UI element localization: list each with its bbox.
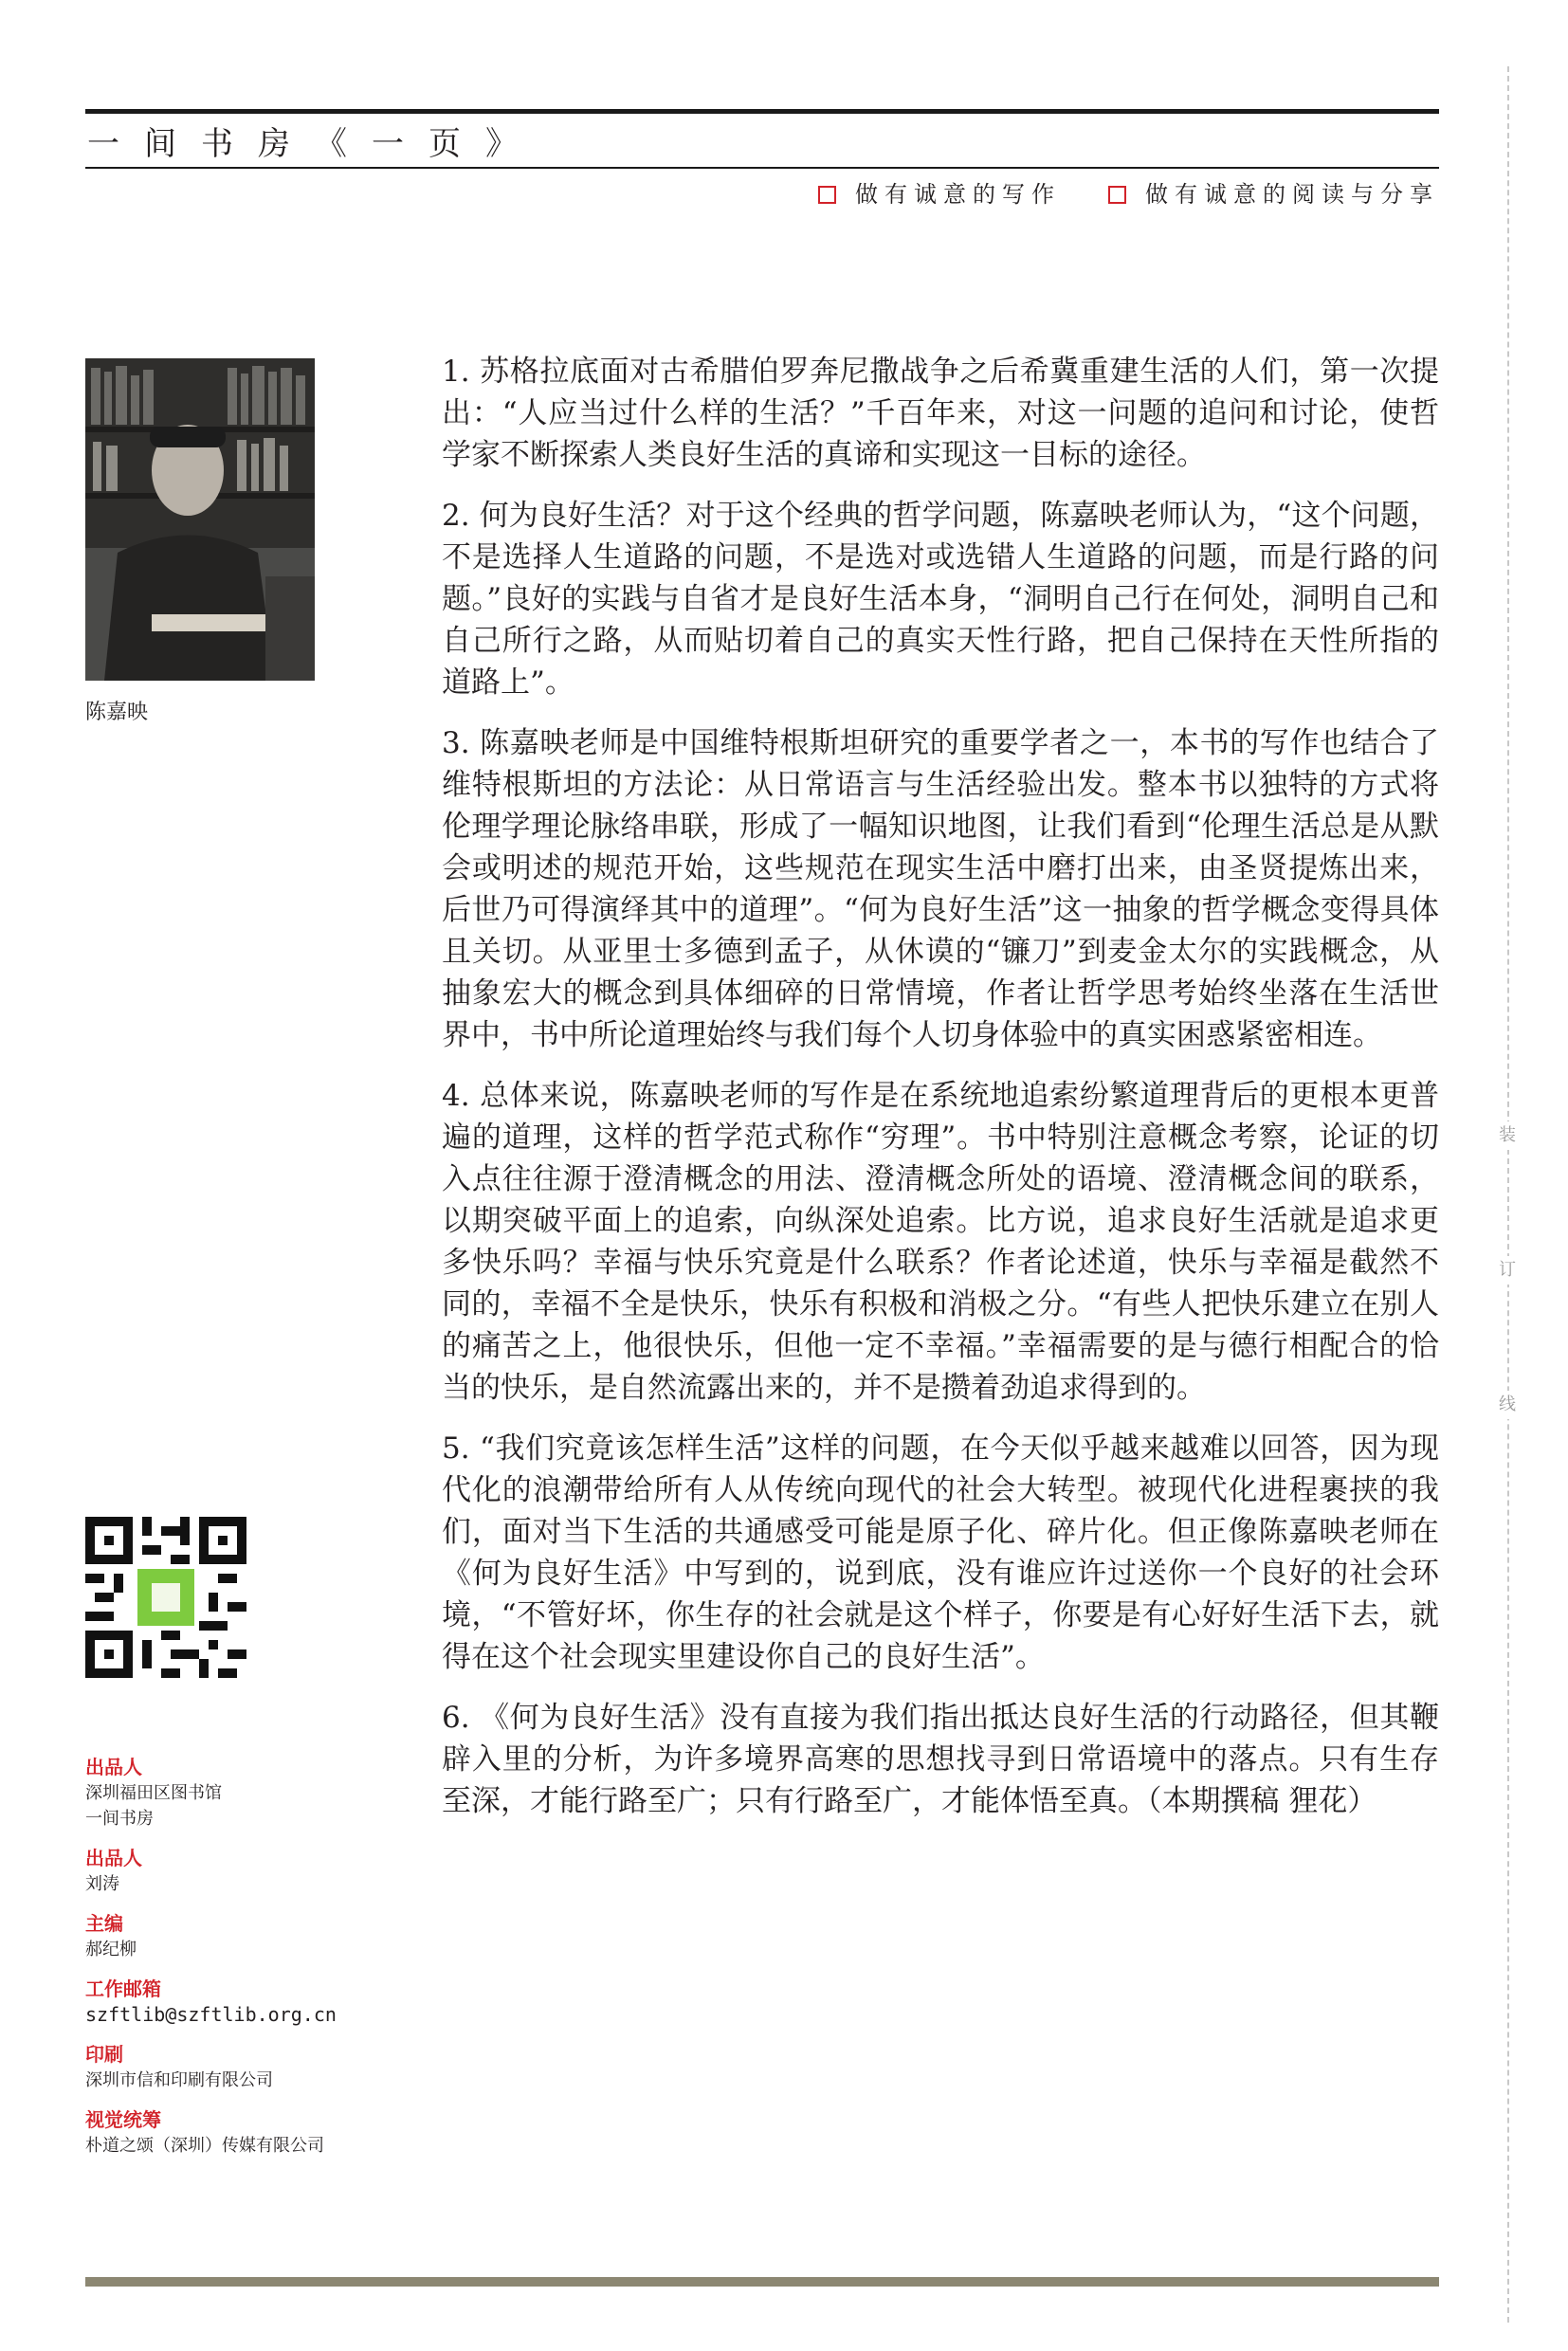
credit-label: 视觉统筹 (85, 2108, 161, 2131)
article-paragraph: 1. 苏格拉底面对古希腊伯罗奔尼撒战争之后希冀重建生活的人们，第一次提出：“人应当过什么样的生活？”千百年来，对这一问题的追问和讨论，使哲学家不断探索人类良好生活的真谛和实现这一目标的途径。 (442, 355, 1439, 472)
credit-email (85, 1976, 408, 2028)
article-paragraph: 4. 总体来说，陈嘉映老师的写作是在系统地追索纷繁道理背后的更根本更普遍的道理，这样的哲学范式称作“穷理”。书中特别注意概念考察，论证的切入点往往源于澄清概念的用法、澄清概念所处的语境、澄清概念间的联系，以期突破平面上的追索，向纵深处追索。比方说，追求良好生活就是追求更多快乐吗？幸福与快乐究竟是什么联系？作者论述道，快乐与幸福是截然不同的，幸福不全是快乐，快乐有积极和消极之分。“有些人把快乐建立在别人的痛苦之上，他很快乐，但他一定不幸福。”幸福需要的是与德行相配合的恰当的快乐，是自然流露出来的，并不是攒着劲追求得到的。 (442, 1079, 1439, 1405)
credit-label: 印刷 (85, 2043, 123, 2066)
credit-label: 出品人 (85, 1847, 142, 1869)
qr-code-icon (85, 1517, 246, 1678)
credits-block (85, 1754, 408, 2172)
credit-printer (85, 2041, 408, 2093)
checkbox-square-icon (1108, 186, 1126, 204)
tag-label: 做有诚意的写作 (855, 181, 1061, 208)
tag-label: 做有诚意的阅读与分享 (1145, 181, 1439, 208)
credit-publisher (85, 1754, 408, 1832)
checkbox-square-icon (818, 186, 836, 204)
article-paragraph: 2. 何为良好生活？对于这个经典的哲学问题，陈嘉映老师认为，“这个问题，不是选择人生道路的问题，不是选对或选错人生道路的问题，而是行路的问题。”良好的实践与自省才是良好生活本身，“洞明自己行在何处，洞明自己和自己所行之路，从而贴切着自己的真实天性行路，把自己保持在天性所指的道路上”。 (442, 499, 1439, 700)
credit-value: 朴道之颂（深圳）传媒有限公司 (85, 2136, 324, 2156)
binding-char: 线 (1493, 1391, 1522, 1419)
credit-label: 出品人 (85, 1756, 142, 1778)
credit-label: 主编 (85, 1912, 123, 1935)
credit-value: 郝纪柳 (85, 1940, 137, 1959)
credit-value: 一间书房 (85, 1809, 154, 1829)
footer-rule (85, 2277, 1439, 2287)
masthead-title: 一间书房《一页》 (87, 125, 542, 163)
credit-visual-design (85, 2106, 408, 2159)
credit-editor (85, 1910, 408, 1962)
binding-dashed-line (1507, 66, 1509, 2323)
tag-sincere-reading (1108, 178, 1439, 210)
photo-caption: 陈嘉映 (85, 701, 149, 724)
credit-producer (85, 1845, 408, 1897)
tag-sincere-writing (818, 178, 1061, 210)
header-divider (85, 167, 1439, 169)
article-paragraph: 3. 陈嘉映老师是中国维特根斯坦研究的重要学者之一，本书的写作也结合了维特根斯坦的方法论：从日常语言与生活经验出发。整本书以独特的方式将伦理学理论脉络串联，形成了一幅知识地图，让我们看到“伦理生活总是从默会或明述的规范开始，这些规范在现实生活中磨打出来，由圣贤提炼出来，后世乃可得演绎其中的道理”。“何为良好生活”这一抽象的哲学概念变得具体且关切。从亚里士多德到孟子，从休谟的“镰刀”到麦金太尔的实践概念，从抽象宏大的概念到具体细碎的日常情境，作者让哲学思考始终坐落在生活世界中，书中所论道理始终与我们每个人切身体验中的真实困惑紧密相连。 (442, 726, 1439, 1052)
author-photo (85, 358, 315, 681)
binding-char: 装 (1493, 1121, 1522, 1150)
header-top-rule (85, 109, 1439, 114)
credit-value: 深圳福田区图书馆 (85, 1783, 222, 1803)
credit-label: 工作邮箱 (85, 1977, 161, 2000)
credit-value: 刘涛 (85, 1874, 119, 1894)
binding-char: 订 (1493, 1256, 1522, 1285)
article-body (442, 351, 1439, 1841)
credit-value: szftlib@szftlib.org.cn (85, 2003, 337, 2026)
article-paragraph: 5. “我们究竟该怎样生活”这样的问题，在今天似乎越来越难以回答，因为现代化的浪潮带给所有人从传统向现代的社会大转型。被现代化进程裹挟的我们，面对当下生活的共通感受可能是原子化、碎片化。但正像陈嘉映老师在《何为良好生活》中写到的，说到底，没有谁应许过送你一个良好的社会环境，“不管好坏，你生存的社会就是这个样子，你要是有心好好生活下去，就得在这个社会现实里建设你自己的良好生活”。 (442, 1431, 1439, 1674)
header-tags (818, 178, 1439, 210)
credit-value: 深圳市信和印刷有限公司 (85, 2070, 273, 2090)
article-paragraph: 6. 《何为良好生活》没有直接为我们指出抵达良好生活的行动路径，但其鞭辟入里的分析，为许多境界高寒的思想找寻到日常语境中的落点。只有生存至深，才能行路至广；只有行路至广，才能体悟至真。（本期撰稿 狸花） (442, 1701, 1439, 1818)
